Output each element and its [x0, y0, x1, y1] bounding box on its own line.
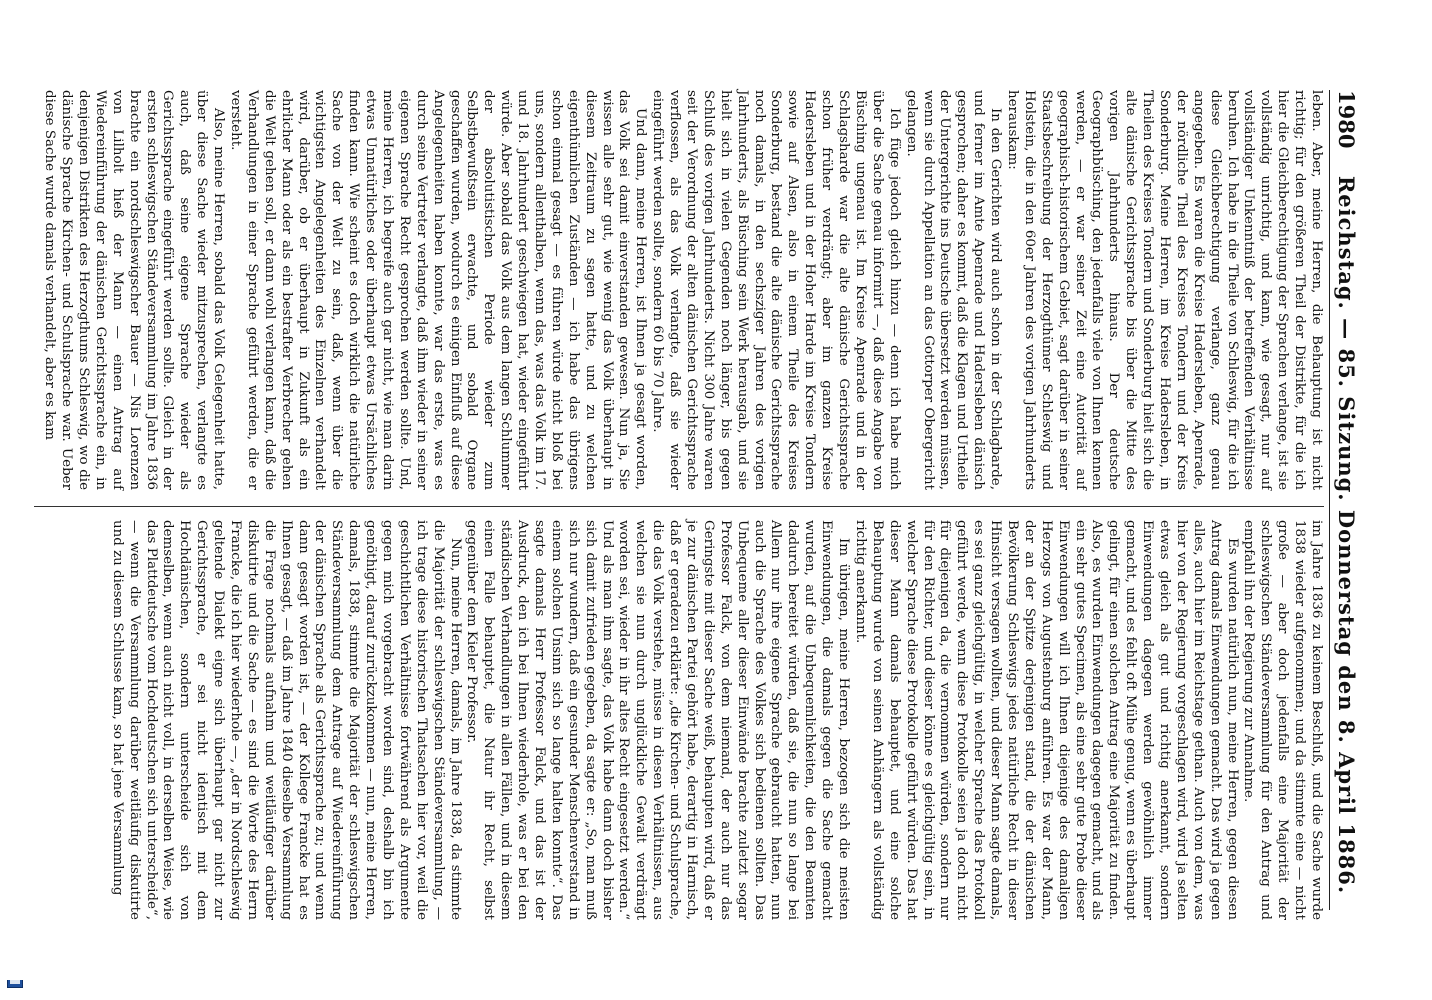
paragraph: Ich füge jedoch gleich hinzu — denn ich habe mich über die Sache genau informirt —, daß diese Angabe von Büsching ungenau ist. Im Kreise Apenrade und in der Schlagsharde war die alte dänische Gerichtssprache schon früher verdrängt; aber im ganzen Kreise Hadersleben und in der Hoher Harde im Kreise Tondern sowie auf Alsen, also in einem Theile des Kreises Sonderburg, bestand die alte dänische Gerichtssprache noch damals, in den sechsziger Jahren des vorigen Jahrhunderts, als Büsching sein Werk herausgab, und sie hielt sich in vielen Gegenden noch länger, bis gegen Schluß des vorigen Jahrhunderts. Nicht 300 Jahre waren seit der Verordnung der alten dänischen Gerichtssprache verflossen, als das Volk verlangte, daß sie wieder eingeführt werden sollte, sondern 60 bis 70 Jahre.	[650, 90, 902, 490]
page-number: 1980	[1334, 90, 1359, 149]
paragraph: Nun, meine Herren, damals, im Jahre 1838, da stimmte die Majorität der schleswigschen Ständeversammlung, — ich trage diese historischen Thatsachen hier vor, weil die geschichtlichen Verhältnisse fortwährend als Argumente gegen mich vorgebracht worden sind, deshalb bin ich genöthigt, darauf zurückzukommen — nun, meine Herren, damals, 1838, stimmte die Majorität der schleswigschen Ständeversammlung dem Antrage auf Wiedereinführung der dänischen Sprache als Gerichtssprache zu; und wenn dann gesagt worden ist, — der Kollege Francke hat es Ihnen gesagt, — daß im Jahre 1840 dieselbe Versammlung die Frage nochmals aufnahm und weitläufiger darüber diskutirte und die Sache — es sind die Worte des Herrn Francke, die ich hier wiederhole —, „der in Nordschleswig geltende Dialekt eigne sich überhaupt gar nicht zur Gerichtssprache, er sei nicht identisch mit dem Hochdänischen, sondern unterscheide sich von demselben, wenn auch nicht voll, in derselben Weise, wie das Plattdeutsche vom Hochdeutschen sich unterscheide“, — wenn die Versammlung darüber weitläufig diskutirte und zu diesem Schlusse kam, so hat jene Versammlung	[109, 520, 463, 920]
paragraph: Also, meine Herren, sobald das Volk Gelegenheit hatte, über diese Sache wieder mitzusprechen, verlangte es auch, daß seine eigene Sprache wieder als Gerichtssprache eingeführt werden sollte. Gleich in der ersten schleswigschen Ständeversammlung im Jahre 1836 brachte ein nordschleswigscher Bauer — Nis Lorenzen von Lilholt hieß der Mann — einen Antrag auf Wiedereinführung der dänischen Gerichtssprache ein, in denjenigen Distrikten des Herzogthums Schleswig, wo die dänische Sprache Kirchen- und Schulsprache war. Ueber diese Sache wurde damals verhandelt, aber es kam	[42, 90, 227, 490]
right-column	[108, 520, 1324, 920]
column-divider	[34, 506, 1324, 507]
left-column	[40, 90, 1324, 490]
paragraph: Es wurden natürlich nun, meine Herren, gegen diesen Antrag damals Einwendungen gemacht. Das wird ja gegen alles, auch hier im Reichstage gethan. Auch von dem, was hier von der Regierung vorgeschlagen wird, wird ja selten etwas gleich als gut und richtig anerkannt, sondern Einwendungen dagegen werden gewöhnlich immer gemacht, und es fehlt oft Mühe genug, wenn es überhaupt gelingt, für einen solchen Antrag eine Majorität zu finden. Also, es wurden Einwendungen dagegen gemacht, und als ein sehr gutes Specimen, als eine sehr gute Probe dieser Einwendungen will ich Ihnen diejenige des damaligen Herzogs von Augustenburg anführen. Es war der Mann, der an der Spitze derjenigen stand, die der dänischen Bevölkerung Schleswigs jedes natürliche Recht in dieser Hinsicht versagen wollten, und dieser Mann sagte damals, es sei ganz gleichgültig, in welcher Sprache das Protokoll geführt werde, wenn diese Protokolle seien ja doch nicht für diejenigen da, die vernommen würden, sondern nur für den Richter, und dieser könne es gleichgültig sein, in welcher Sprache diese Protokolle geführt würden. Das hat dieser Mann damals behauptet, und eine solche Behauptung wurde von seinen Anhängern als vollständig richtig anerkannt.	[852, 520, 1240, 920]
page-header	[1329, 90, 1364, 910]
running-title: Reichstag. — 85. Sitzung. Donnerstag den 8. April 1886.	[1334, 175, 1359, 895]
quotation: In den Gerichten wird auch schon in der Schlagbarde, und ferner im Amte Apenrade und Hadersleben dänisch gesprochen; daher es kommt, daß die Klagen und Urtheile der Untergerichte ins Deutsche übersetzt werden müssen, wenn sie durch Appellation an das Gottorper Obergericht gelangen.	[903, 90, 1004, 490]
paragraph: im Jahre 1836 zu keinem Beschluß, und die Sache wurde 1838 wieder aufgenommen; und da stimmte eine — nicht große — aber doch jedenfalls eine Majorität der schleswigschen Ständeversammlung für den Antrag und empfahl ihn der Regierung zur Annahme.	[1241, 520, 1324, 920]
paragraph: Und dann, meine Herren, ist Ihnen ja gesagt worden, das Volk sei damit einverstanden gewesen. Nun ja, Sie wissen alle sehr gut, wie wenig das Volk überhaupt in diesem Zeitraum zu sagen hatte, und zu welchen eigenthümlichen Zuständen — ich habe das übrigens schon einmal gesagt — es führen würde nicht bloß bei uns, sondern allenthalben, wenn das, was das Volk im 17. und 18. Jahrhundert geschwiegen hat, wieder eingeführt würde. Aber sobald das Volk aus dem langen Schlummer der absolutistischen Periode wieder zum Selbstbewußtsein erwachte, und sobald Organe geschaffen wurden, wodurch es einigen Einfluß auf diese Angelegenheiten haben konnte, war das erste, was es durch seine Vertreter verlangte, daß ihm wieder in seiner eigenen Sprache Recht gesprochen werden sollte. Und, meine Herren, ich begreife auch gar nicht, wie man darin etwas Unnatürliches oder überhaupt etwas Ursächliches finden kann. Wie scheint es doch wirklich die natürliche Sache von der Welt zu sein, daß, wenn über die wichtigsten Angelegenheiten des Einzelnen verhandelt wird, darüber, ob er überhaupt in Zukunft als ein ehrlicher Mann oder als ein bestrafter Verbrecher gehen die Welt gehen soll, er dann wohl verlangen kann, daß die Verhandlungen in einer Sprache geführt werden, die er versteht.	[228, 90, 649, 490]
paragraph: leben. Aber, meine Herren, die Behauptung ist nicht richtig; für den größeren Theil der Distrikte, für die ich hier die Gleichberechtigung der Sprachen verlange, ist sie vollständig unrichtig, und kann, wie gesagt, nur auf vollständiger Unkenntniß der betreffenden Verhältnisse beruhen. Ich habe in die Theile von Schleswig, für die ich diese Gleichberechtigung verlange, ganz genau angegeben. Es waren die Kreise Hadersleben, Apenrade, der nördliche Theil des Kreises Tondern und der Kreis Sonderburg. Meine Herren, im Kreise Hadersleben, in Theilen des Kreises Tondern und Sonderburg hielt sich die alte dänische Gerichtssprache bis über die Mitte des vorigen Jahrhunderts hinaus. Der deutsche Geographbüsching, den jedenfalls viele von Ihnen kennen werden, — er war seiner Zeit eine Autorität auf geographisch-historischem Gebiet, sagt darüber in seiner Staatsbeschreibung der Herzogthümer Schleswig und Holstein, die in den 60er Jahren des vorigen Jahrhunderts herauskam:	[1004, 90, 1324, 490]
paragraph: Im übrigen, meine Herren, bezogen sich die meisten Einwendungen, die damals gegen die Sache gemacht wurden, auf die Unbequemlichkeiten, die den Beamten dadurch bereitet würden, daß sie, die nun so lange bei Allem nur ihre eigene Sprache gebraucht hatten, nun auch die Sprache des Volkes sich bedienen sollten. Das Unbequeme aller dieser Einwände brachte zuletzt sogar Professor Falck, von dem niemand, der auch nur das Geringste mit dieser Sache weiß, behaupten wird, daß er je zur dänischen Partei gehört habe, derartig in Harnisch, daß er geradezu erklärte: „die Kirchen- und Schulsprache, die das Volk verstehe, müsse in diesen Verhältnissen, aus welchen sie nun durch unglückliche Gewalt verdrängt worden sei, wieder in ihr altes Recht eingesetzt werden.“ Und als man ihm sagte, das Volk habe dann doch bisher sich damit zufrieden gegeben, da sagte er: „So, man muß sich nur wundern, daß ein gesunder Menschenverstand in einem solchen Unsinn sich so lange halten konnte“. Das sagte damals Herr Professor Falck, und das ist der Ausdruck, den ich bei Ihnen wiederhole, was er bei den ständischen Verhandlungen in allen Fällen, und in diesem einen Falle behauptet, die Natur ihr Recht, selbst gegenüber dem Kieler Professor.	[464, 520, 852, 920]
